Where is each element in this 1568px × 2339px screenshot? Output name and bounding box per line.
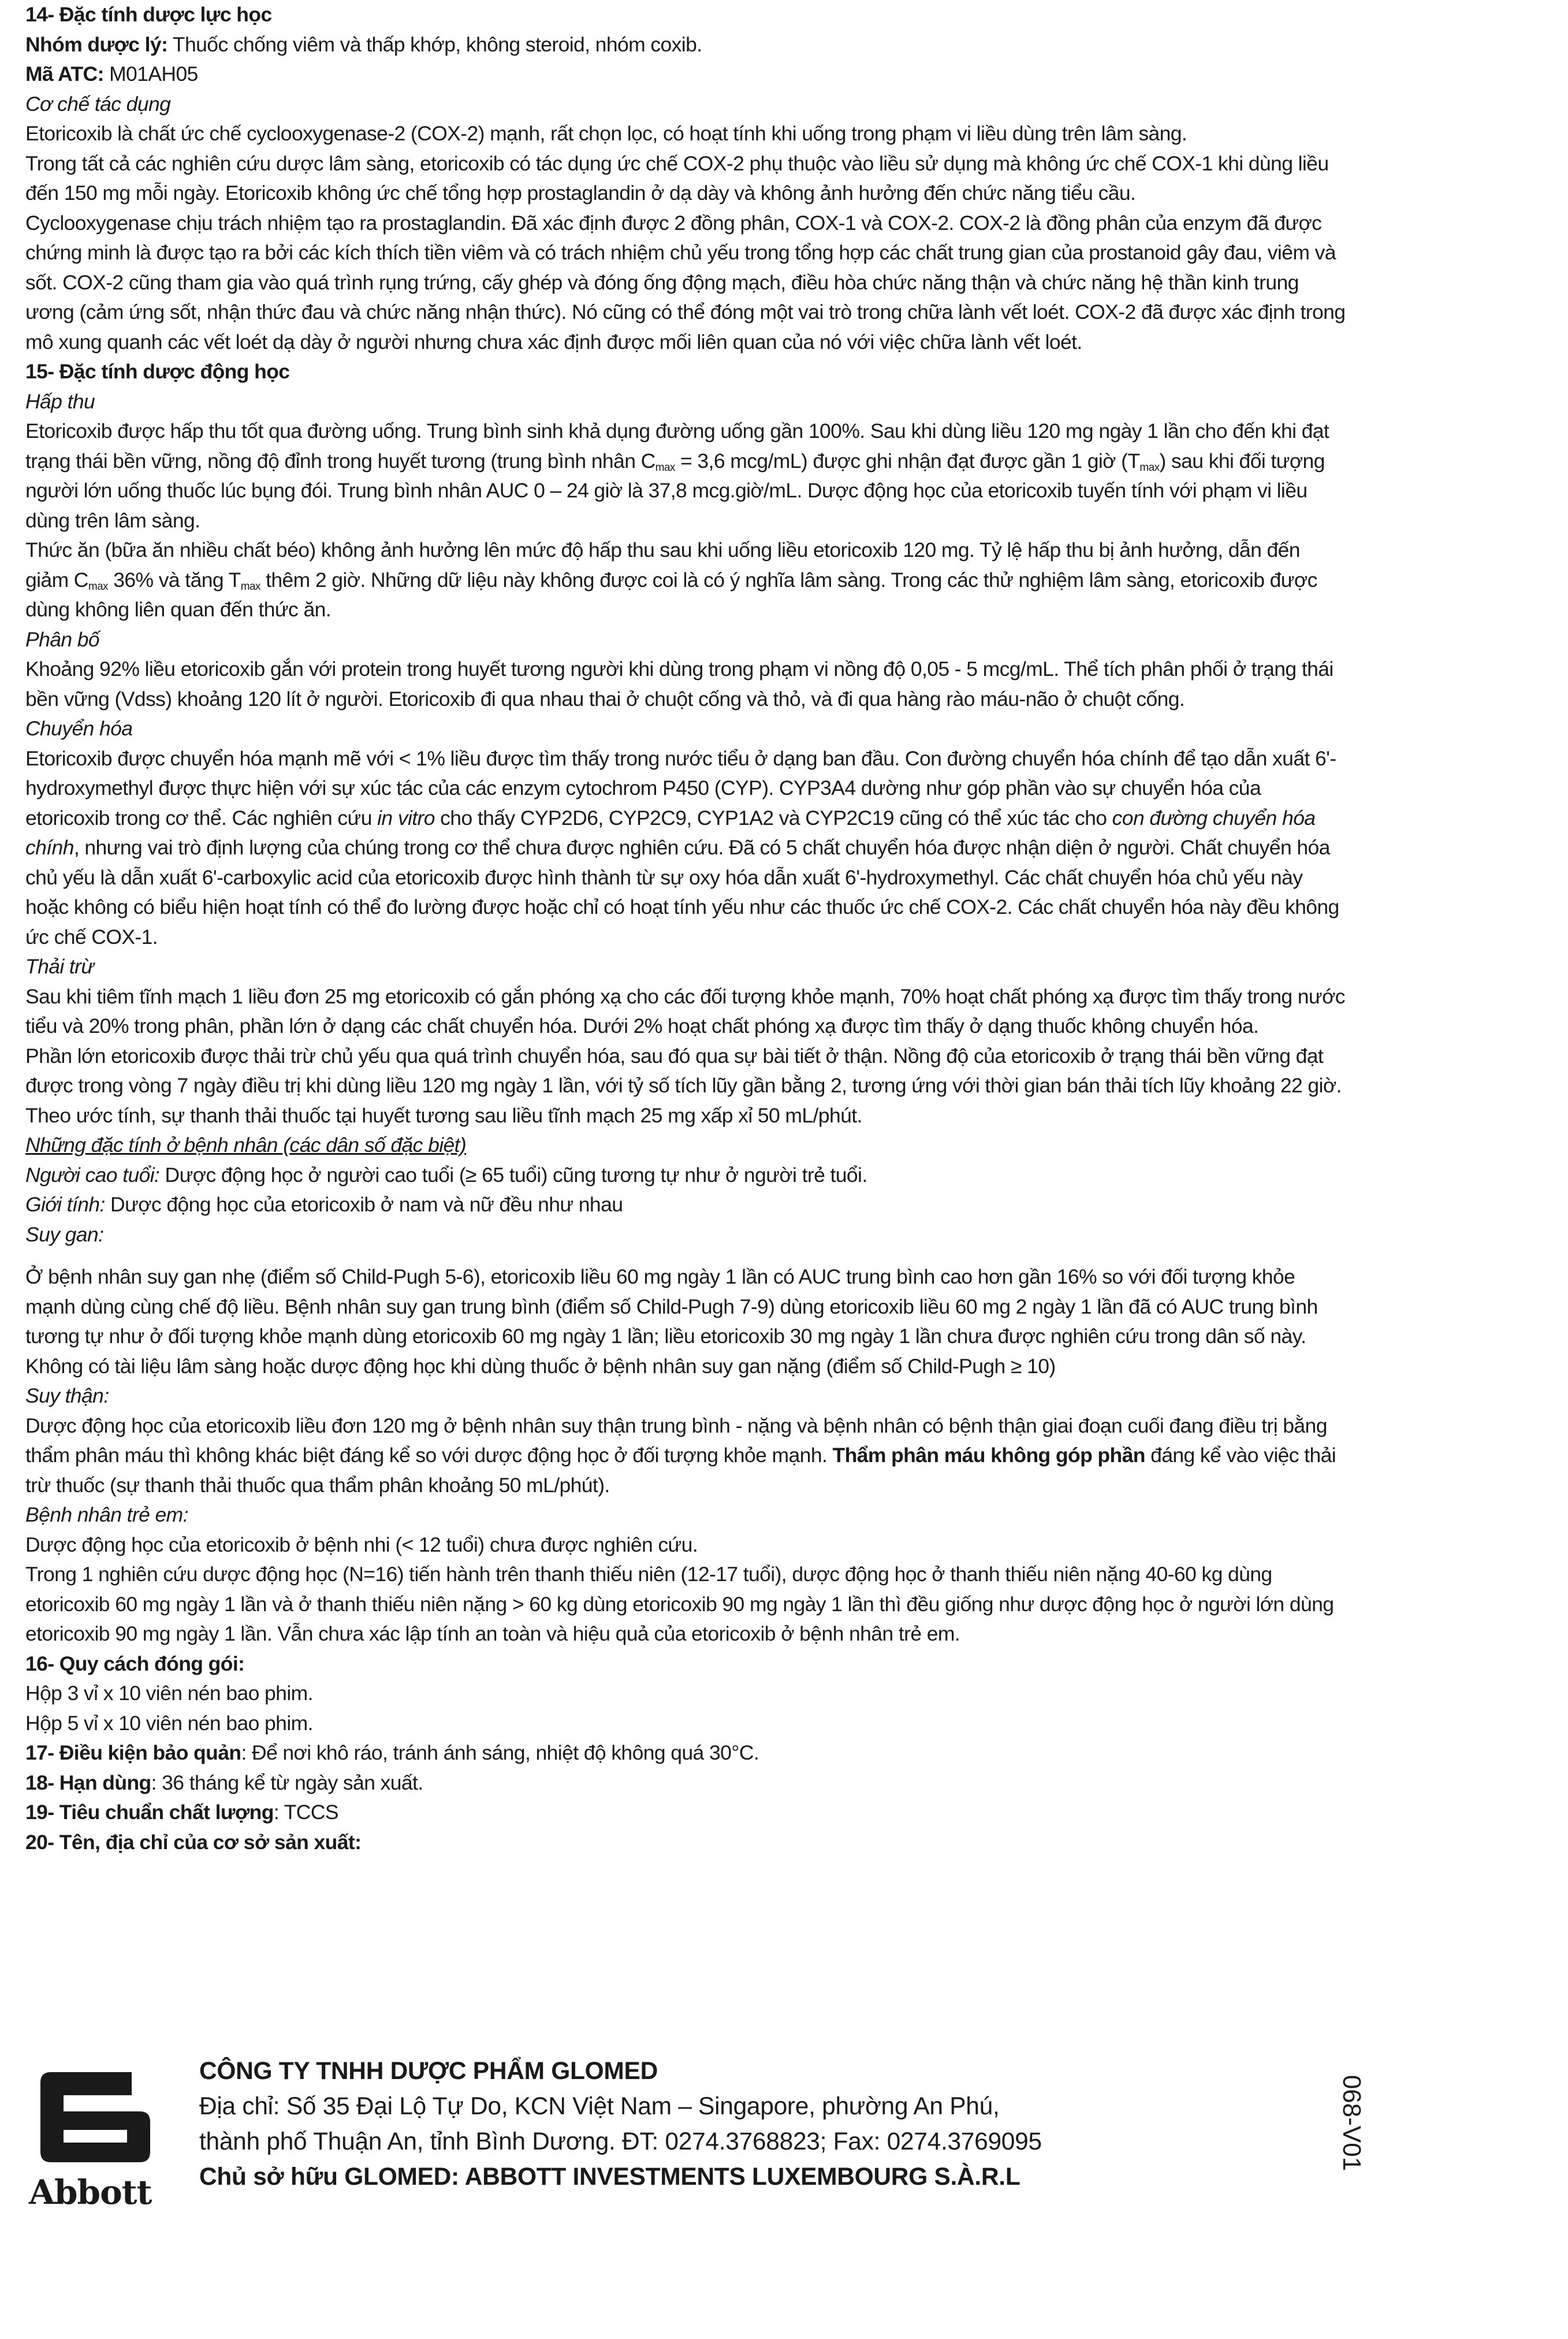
subscript-max: max: [1139, 461, 1160, 474]
sex-text: Dược động học của etoricoxib ở nam và nữ đều như nhau: [105, 1193, 623, 1216]
company-address-line-2: thành phố Thuận An, tỉnh Bình Dương. ĐT: 0274.3768823; Fax: 0274.3769095: [199, 2128, 1042, 2155]
section-17-text: : Để nơi khô ráo, tránh ánh sáng, nhiệt độ không quá 30°C.: [241, 1741, 759, 1764]
sex-paragraph: [25, 1190, 1348, 1220]
metabolism-text-c: , nhưng vai trò định lượng của chúng trong cơ thể chưa được nghiên cứu. Đã có 5 chất chuyển hóa được nhận diện ở người. Chất chuyển hóa chủ yếu là dẫn xuất 6'-carboxylic acid của etoricoxib được hình thành từ sự oxy hóa dẫn xuất 6'-hydroxymethyl. Các chất chuyển hóa chủ yếu này hoặc không có biểu hiện hoạt tính có thể đo lường được hoặc chỉ có hoạt tính yếu như các thuốc ức chế COX-2. Các chất chuyển hóa này đều không ức chế COX-1.: [25, 836, 1339, 949]
section-18: [25, 1768, 1348, 1798]
pharmacologic-group-text: Thuốc chống viêm và thấp khớp, không steroid, nhóm coxib.: [167, 32, 702, 56]
absorption-food-text-c: thêm 2 giờ. Những dữ liệu này không được coi là có ý nghĩa lâm sàng. Trong các thử nghiệm lâm sàng, etoricoxib được dùng không liên quan đến thức ăn.: [25, 568, 1317, 621]
company-address-line-1: Địa chỉ: Số 35 Đại Lộ Tự Do, KCN Việt Nam – Singapore, phường An Phú,: [199, 2093, 1000, 2120]
atc-code-label: Mã ATC:: [25, 62, 104, 85]
absorption-paragraph-2: [25, 536, 1348, 625]
in-vitro-term: in vitro: [377, 806, 435, 830]
atc-code: [25, 60, 1348, 90]
distribution-paragraph: Khoảng 92% liều etoricoxib gắn với protein trong huyết tương người khi dùng trong phạm vi nồng độ 0,05 - 5 mcg/mL. Thể tích phân phối ở trạng thái bền vững (Vdss) khoảng 120 lít ở người. Etoricoxib đi qua nhau thai ở chuột cống và thỏ, và đi qua hàng rào máu-não ở chuột cống.: [25, 657, 1334, 711]
section-19-text: : TCCS: [273, 1801, 338, 1824]
elderly-label: Người cao tuổi:: [25, 1163, 160, 1187]
pack-option-1: Hộp 3 vỉ x 10 viên nén bao phim.: [25, 1682, 313, 1705]
absorption-text-b: = 3,6 mcg/mL) được ghi nhận đạt được gần 1 giờ (T: [675, 449, 1140, 473]
renal-impairment-title: Suy thận:: [25, 1384, 109, 1407]
subscript-max: max: [655, 461, 675, 474]
sex-label: Giới tính:: [25, 1193, 105, 1216]
pediatric-title: Bệnh nhân trẻ em:: [25, 1503, 188, 1526]
abbott-logo: [29, 2065, 173, 2212]
section-15-title: 15- Đặc tính dược động học: [25, 360, 290, 383]
manufacturer-footer: [23, 2054, 1548, 2212]
section-19-label: 19- Tiêu chuẩn chất lượng: [25, 1801, 274, 1824]
absorption-food-text-b: 36% và tăng T: [107, 568, 241, 592]
section-14-title: 14- Đặc tính dược lực học: [25, 3, 272, 26]
absorption-text-c: ) sau khi đối tượng người lớn uống thuốc lúc bụng đói. Trung bình nhân AUC 0 – 24 giờ là 37,8 mcg.giờ/mL. Dược động học của etoricoxib tuyến tính với phạm vi liều dùng trên lâm sàng.: [25, 449, 1325, 532]
document-body: [25, 0, 1348, 1857]
company-name: CÔNG TY TNHH DƯỢC PHẨM GLOMED: [199, 2058, 658, 2085]
company-owner: Chủ sở hữu GLOMED: ABBOTT INVESTMENTS LUXEMBOURG S.À.R.L: [199, 2163, 1020, 2191]
subscript-max: max: [240, 580, 260, 593]
pediatric-paragraph-2: Trong 1 nghiên cứu dược động học (N=16) tiến hành trên thanh thiếu niên (12-17 tuổi), dược động học ở thanh thiếu niên nặng 40-60 kg dùng etoricoxib 60 mg ngày 1 lần và ở thanh thiếu niên nặng > 60 kg dùng etoricoxib 90 mg ngày 1 lần thì đều giống như dược động học ở người lớn dùng etoricoxib 90 mg ngày 1 lần. Vẫn chưa xác lập tính an toàn và hiệu quả của etoricoxib ở bệnh nhân trẻ em.: [25, 1563, 1334, 1645]
elderly-text: Dược động học ở người cao tuổi (≥ 65 tuổi) cũng tương tự như ở người trẻ tuổi.: [159, 1163, 867, 1187]
section-17: [25, 1738, 1348, 1768]
renal-impairment-paragraph: [25, 1411, 1348, 1501]
main-pathway-term: con đường chuyển hóa chính: [25, 806, 1316, 859]
mechanism-paragraph-3: Cyclooxygenase chịu trách nhiệm tạo ra prostaglandin. Đã xác định được 2 đồng phân, COX-1 và COX-2. COX-2 là đồng phân của enzym đã được chứng minh là được tạo ra bởi các kích thích tiền viêm và có trách nhiệm chủ yếu trong tổng hợp các chất trung gian của prostanoid gây đau, viêm và sốt. COX-2 cũng tham gia vào quá trình rụng trứng, cấy ghép và đóng ống động mạch, điều hòa chức năng thận và chức năng hệ thần kinh trung ương (cảm ứng sốt, nhận thức đau và chức năng nhận thức). Nó cũng có thể đóng một vai trò trong chữa lành vết loét. COX-2 đã được xác định trong mô xung quanh các vết loét dạ dày ở người nhưng chưa xác định được mối liên quan của nó với việc chữa lành vết loét.: [25, 211, 1346, 354]
mechanism-paragraph-1: Etoricoxib là chất ức chế cyclooxygenase-2 (COX-2) mạnh, rất chọn lọc, có hoạt tính khi uống trong phạm vi liều dùng trên lâm sàng.: [25, 122, 1187, 145]
distribution-title: Phân bố: [25, 627, 100, 651]
metabolism-title: Chuyển hóa: [25, 717, 133, 740]
document-code-text: 068-V01: [1338, 2074, 1366, 2171]
metabolism-paragraph: [25, 744, 1348, 953]
renal-text-a: Dược động học của etoricoxib liều đơn 120 mg ở bệnh nhân suy thận trung bình - nặng và bệnh nhân có bệnh thận giai đoạn cuối đang điều trị bằng thẩm phân máu thì không khác biệt đáng kể so với dược động học ở đối tượng khỏe mạnh.: [25, 1414, 1327, 1467]
absorption-title: Hấp thu: [25, 389, 95, 413]
elimination-paragraph-2: Phần lớn etoricoxib được thải trừ chủ yếu qua quá trình chuyển hóa, sau đó qua sự bài tiết ở thận. Nồng độ của etoricoxib ở trạng thái bền vững đạt được trong vòng 7 ngày điều trị khi dùng liều 120 mg ngày 1 lần, với tỷ số tích lũy gần bằng 2, tương ứng với thời gian bán thải tích lũy khoảng 22 giờ. Theo ước tính, sự thanh thải thuốc tại huyết tương sau liều tĩnh mạch 25 mg xấp xỉ 50 mL/phút.: [25, 1044, 1342, 1127]
elimination-title: Thải trừ: [25, 955, 94, 978]
mechanism-paragraph-2: Trong tất cả các nghiên cứu dược lâm sàng, etoricoxib có tác dụng ức chế COX-2 phụ thuộc vào liều sử dụng mà không ức chế COX-1 khi dùng liều đến 150 mg mỗi ngày. Etoricoxib không ức chế tổng hợp prostaglandin ở dạ dày và không ảnh hưởng đến chức năng tiểu cầu.: [25, 151, 1329, 204]
company-info: [199, 2054, 1297, 2195]
section-18-label: 18- Hạn dùng: [25, 1771, 151, 1794]
atc-code-text: M01AH05: [103, 62, 198, 85]
special-populations-title: Những đặc tính ở bệnh nhân (các dân số đặc biệt): [25, 1133, 467, 1157]
abbott-logo-icon: [35, 2065, 156, 2169]
section-17-label: 17- Điều kiện bảo quản: [25, 1741, 241, 1764]
document-code: [1311, 2065, 1392, 2181]
section-16-title: 16- Quy cách đóng gói:: [25, 1652, 245, 1675]
section-19: [25, 1798, 1348, 1828]
renal-text-b: đáng kể vào việc thải trừ thuốc (sự thanh thải thuốc qua thẩm phân khoảng 50 mL/phút).: [25, 1444, 1336, 1497]
pharmacologic-group: [25, 30, 1348, 60]
section-18-text: : 36 tháng kể từ ngày sản xuất.: [151, 1771, 423, 1794]
section-20-title: 20- Tên, địa chỉ của cơ sở sản xuất:: [25, 1830, 362, 1854]
subscript-max: max: [88, 580, 108, 593]
elderly-paragraph: [25, 1161, 1348, 1191]
absorption-paragraph-1: [25, 417, 1348, 536]
absorption-text-a: Etoricoxib được hấp thu tốt qua đường uống. Trung bình sinh khả dụng đường uống gần 100%. Sau khi dùng liều 120 mg ngày 1 lần cho đến khi đạt trạng thái bền vững, nồng độ đỉnh trong huyết tương (trung bình nhân C: [25, 419, 1329, 473]
mechanism-title: Cơ chế tác dụng: [25, 92, 171, 116]
metabolism-text-b: cho thấy CYP2D6, CYP2C9, CYP1A2 và CYP2C19 cũng có thể xúc tác cho: [434, 806, 1112, 830]
elimination-paragraph-1: Sau khi tiêm tĩnh mạch 1 liều đơn 25 mg etoricoxib có gắn phóng xạ cho các đối tượng khỏe mạnh, 70% hoạt chất phóng xạ được tìm thấy trong nước tiểu và 20% trong phân, phần lớn ở dạng các chất chuyển hóa. Dưới 2% hoạt chất phóng xạ được tìm thấy ở dạng thuốc không chuyển hóa.: [25, 984, 1345, 1038]
renal-text-bold: Thẩm phân máu không góp phần: [832, 1444, 1145, 1467]
hepatic-impairment-title: Suy gan:: [25, 1222, 104, 1246]
pediatric-paragraph-1: Dược động học của etoricoxib ở bệnh nhi (< 12 tuổi) chưa được nghiên cứu.: [25, 1533, 698, 1556]
abbott-logo-wordmark: Abbott: [29, 2173, 152, 2212]
metabolism-text-a: Etoricoxib được chuyển hóa mạnh mẽ với < 1% liều được tìm thấy trong nước tiểu ở dạng ban đầu. Con đường chuyển hóa chính để tạo dẫn xuất 6'-hydroxymethyl được thực hiện với sự xúc tác của các enzym cytochrom P450 (CYP). CYP3A4 dường như góp phần vào sự chuyển hóa của etoricoxib trong cơ thể. Các nghiên cứu: [25, 746, 1336, 830]
spacer: [25, 1250, 1348, 1262]
pharmacologic-group-label: Nhóm dược lý:: [25, 32, 168, 56]
hepatic-impairment-paragraph: Ở bệnh nhân suy gan nhẹ (điểm số Child-Pugh 5-6), etoricoxib liều 60 mg ngày 1 lần có AUC trung bình cao hơn gần 16% so với đối tượng khỏe mạnh dùng cùng chế độ liều. Bệnh nhân suy gan trung bình (điểm số Child-Pugh 7-9) dùng etoricoxib liều 60 mg 2 ngày 1 lần đã có AUC trung bình tương tự như ở đối tượng khỏe mạnh dùng etoricoxib 60 mg ngày 1 lần; liều etoricoxib 30 mg ngày 1 lần chưa được nghiên cứu trong dân số này. Không có tài liệu lâm sàng hoặc dược động học khi dùng thuốc ở bệnh nhân suy gan nặng (điểm số Child-Pugh ≥ 10): [25, 1265, 1318, 1378]
pack-option-2: Hộp 5 vỉ x 10 viên nén bao phim.: [25, 1711, 313, 1735]
absorption-food-text-a: Thức ăn (bữa ăn nhiều chất béo) không ảnh hưởng lên mức độ hấp thu sau khi uống liều etoricoxib 120 mg. Tỷ lệ hấp thu bị ảnh hưởng, dẫn đến giảm C: [25, 538, 1300, 592]
